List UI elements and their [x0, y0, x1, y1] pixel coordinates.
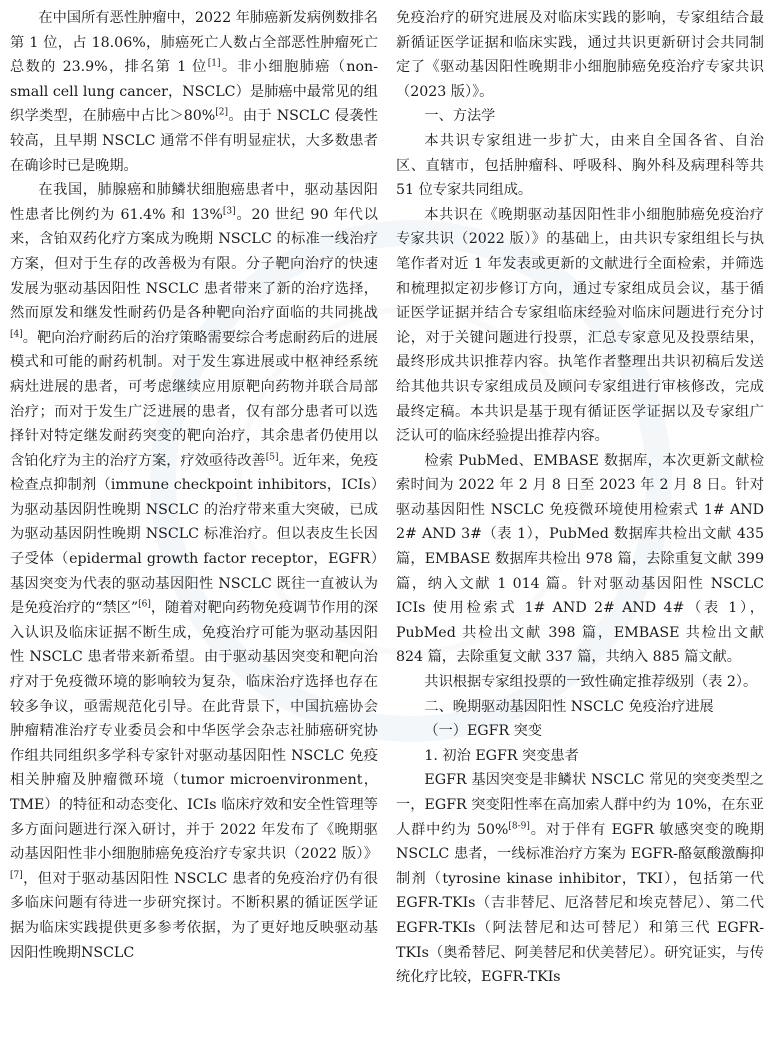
heading-egfr: （一）EGFR 突变	[424, 723, 543, 740]
citation-2[interactable]: [2]	[215, 107, 229, 118]
citation-3[interactable]: [3]	[222, 206, 236, 217]
paragraph-recommendation-level: 共识根据专家组投票的一致性确定推荐级别（表 2）。	[424, 674, 758, 691]
paragraph-epidemiology: 在中国所有恶性肿瘤中，2022 年肺癌新发病例数排名第 1 位，占 18.06%，肺癌死亡人数占全部恶性肿瘤死亡总数的 23.9%，排名第 1 位[1]。非小细胞肺癌（non-small cell lung cancer，NSCLC）是肺癌中最常见的组织学类型，在肺癌中占比＞80%[2]。由于 NSCLC 侵袭性较高，且早期 NSCLC 通常不伴有明显症状，大多数患者在确诊时已是晚期。	[10, 10, 378, 174]
right-column	[396, 6, 764, 1042]
citation-4[interactable]: [4]	[10, 328, 23, 339]
paragraph-expert-group: 本共识专家组进一步扩大，由来自全国各省、自治区、直辖市，包括肿瘤科、呼吸科、胸外科及病理科等共 51 位专家共同组成。	[396, 132, 764, 199]
paragraph-process: 本共识在《晚期驱动基因阳性非小细胞肺癌免疫治疗专家共识（2022 版）》的基础上，由共识专家组组长与执笔作者对近 1 年发表或更新的文献进行全面检索，并筛选和梳理拟定初步修订方向，通过专家组成员会议，基于循证医学证据并结合专家组临床经验对临床问题进行充分讨论，对于关键问题进行投票，汇总专家意见及投票结果，最终形成共识推荐内容。执笔作者整理出共识初稿后发送给其他共识专家组成员及顾问专家组进行审核修改，完成最终定稿。本共识是基于现有循证医学证据以及专家组广泛认可的临床经验提出推荐内容。	[396, 206, 764, 445]
citation-5[interactable]: [5]	[265, 451, 279, 462]
citation-7[interactable]: [7]	[10, 870, 23, 881]
paragraph-search: 检索 PubMed、EMBASE 数据库，本次更新文献检索时间为 2022 年 2 月 8 日至 2023 年 2 月 8 日。针对驱动基因阳性 NSCLC 免疫微环境使用检索式 1# AND 2# AND 3#（表 1），PubMed 数据库共检出文献 435 篇，EMBASE 数据库共检出 978 篇，去除重复文献 399 篇，纳入文献 1 014 篇。针对驱动基因阳性 NSCLC ICIs 使用检索式 1# AND 2# AND 4#（表 1），PubMed 共检出文献 398 篇，EMBASE 共检出文献 824 篇，去除重复文献 337 篇，共纳入 885 篇文献。	[396, 452, 764, 666]
citation-8-9[interactable]: [8-9]	[508, 820, 530, 831]
heading-methodology: 一、方法学	[424, 108, 496, 125]
paragraph-egfr: EGFR 基因突变是非鳞状 NSCLC 常见的突变类型之一，EGFR 突变阳性率在高加索人群中约为 10%，在东亚人群中约为 50%[8-9]。对于伴有 EGFR 敏感突变的晚期 NSCLC 患者，一线标准治疗方案为 EGFR-酪氨酸激酶抑制剂（tyrosine kinase inhibitor，TKI），包括第一代 EGFR-TKIs（吉非替尼、厄洛替尼和埃克替尼）、第二代 EGFR-TKIs（阿法替尼和达可替尼）和第三代 EGFR-TKIs（奥希替尼、阿美替尼和伏美替尼）。研究证实，与传统化疗比较，EGFR-TKIs	[396, 772, 764, 986]
left-column	[10, 6, 378, 1042]
heading-section-2: 二、晚期驱动基因阳性 NSCLC 免疫治疗进展	[424, 698, 714, 715]
paragraph-background: 在我国，肺腺癌和肺鳞状细胞癌患者中，驱动基因阳性患者比例约为 61.4% 和 13%[3]。20 世纪 90 年代以来，含铂双药化疗方案成为晚期 NSCLC 的标准一线治疗方案，但对于生存的改善极为有限。分子靶向治疗的快速发展为驱动基因阳性 NSCLC 患者带来了新的治疗选择，然而原发和继发性耐药仍是各种靶向治疗面临的共同挑战[4]。靶向治疗耐药后的治疗策略需要综合考虑耐药后的进展模式和可能的耐药机制。对于发生寡进展或中枢神经系统病灶进展的患者，可考虑继续应用原靶向药物并联合局部治疗；而对于发生广泛进展的患者，仅有部分患者可以选择针对特定继发耐药突变的靶向治疗，其余患者仍使用以含铂化疗为主的治疗方案，疗效亟待改善[5]。近年来，免疫检查点抑制剂（immune checkpoint inhibitors，ICIs）为驱动基因阴性晚期 NSCLC 的治疗带来重大突破，已成为驱动基因阴性晚期 NSCLC 标准治疗。但以表皮生长因子受体（epidermal growth factor receptor，EGFR）基因突变为代表的驱动基因阳性 NSCLC 既往一直被认为是免疫治疗的“禁区”[6]，随着对靶向药物免疫调节作用的深入认识及临床证据不断生成，免疫治疗可能为驱动基因阳性 NSCLC 患者带来新希望。由于驱动基因突变和靶向治疗对于免疫微环境的影响较为复杂，临床治疗选择也存在较多争议，亟需规范化引导。在此背景下，中国抗癌协会肿瘤精准治疗专业委员会和中华医学会杂志社肺癌研究协作组共同组织多学科专家针对驱动基因阳性 NSCLC 免疫相关肿瘤及肿瘤微环境（tumor microenvironment，TME）的特征和动态变化、ICIs 临床疗效和安全性管理等多方面问题进行深入研讨，并于 2022 年发布了《晚期驱动基因阳性非小细胞肺癌免疫治疗专家共识（2022 版）》[7]，但对于驱动基因阳性 NSCLC 患者的免疫治疗仍有很多临床问题有待进一步研究探讨。不断积累的循证医学证据为临床实践提供更多参考依据，为了更好地反映驱动基因阳性晚期NSCLC	[10, 182, 378, 961]
citation-1[interactable]: [1]	[207, 58, 221, 69]
citation-6[interactable]: [6]	[138, 599, 151, 610]
heading-egfr-untreated: 1. 初治 EGFR 突变患者	[424, 747, 579, 764]
paragraph-continuation: 免疫治疗的研究进展及对临床实践的影响，专家组结合最新循证医学证据和临床实践，通过共识更新研讨会共同制定了《驱动基因阳性晚期非小细胞肺癌免疫治疗专家共识（2023 版）》。	[396, 10, 764, 100]
